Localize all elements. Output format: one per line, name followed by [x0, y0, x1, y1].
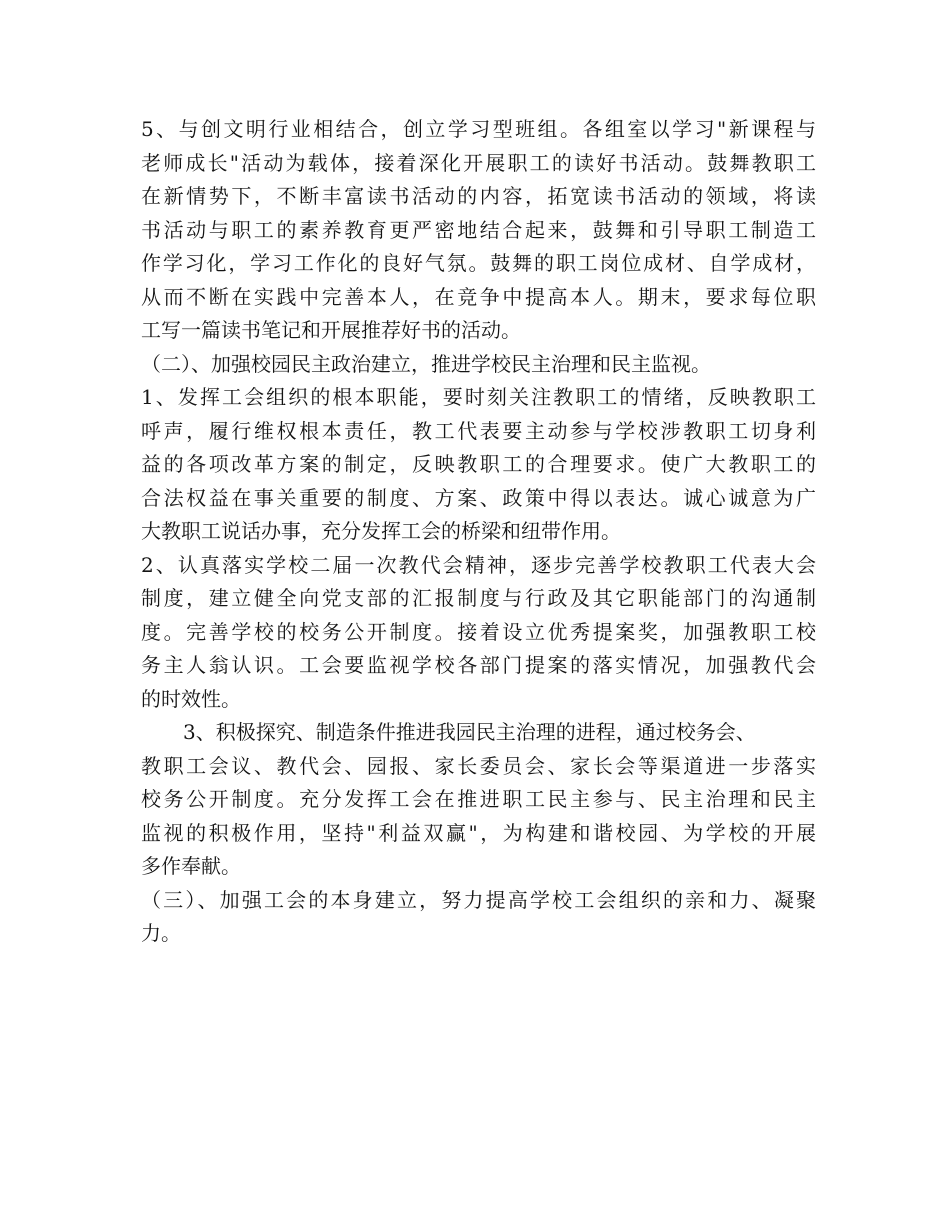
text-line: 5、与创文明行业相结合，创立学习型班组。各组室以学习"新课程与: [141, 117, 816, 141]
text-line: 监视的积极作用，坚持"利益双赢"，为构建和谐校园、为学校的开展: [141, 820, 816, 845]
text-line: 呼声，履行维权根本责任，教工代表要主动参与学校涉教职工切身利: [141, 418, 816, 443]
text-line: 从而不断在实践中完善本人，在竞争中提高本人。期末，要求每位职: [141, 284, 816, 309]
text-line: 作学习化，学习工作化的良好气氛。鼓舞的职工岗位成材、自学成材，: [141, 251, 816, 275]
text-line: 合法权益在事关重要的制度、方案、政策中得以表达。诚心诚意为广: [141, 485, 816, 510]
text-line: 度。完善学校的校务公开制度。接着设立优秀提案奖，加强教职工校: [141, 619, 816, 644]
text-line: 力。: [141, 921, 181, 945]
text-line: 1、发挥工会组织的根本职能，要时刻关注教职工的情绪，反映教职工: [141, 385, 816, 409]
document-body: [141, 113, 816, 951]
text-line: 制度，建立健全向党支部的汇报制度与行政及其它职能部门的沟通制: [141, 586, 816, 610]
section-heading: （三）、加强工会的本身建立，努力提高学校工会组织的亲和力、凝聚: [141, 887, 816, 912]
text-line: 益的各项改革方案的制定，反映教职工的合理要求。使广大教职工的: [141, 452, 816, 476]
text-line: 务主人翁认识。工会要监视学校各部门提案的落实情况，加强教代会: [141, 653, 816, 677]
text-line: 校务公开制度。充分发挥工会在推进职工民主参与、民主治理和民主: [141, 787, 816, 811]
text-line: 书活动与职工的素养教育更严密地结合起来，鼓舞和引导职工制造工: [141, 217, 816, 242]
text-line: 2、认真落实学校二届一次教代会精神，逐步完善学校教职工代表大会: [141, 552, 816, 577]
text-line: 工写一篇读书笔记和开展推荐好书的活动。: [141, 318, 521, 342]
text-line: 的时效性。: [141, 686, 241, 711]
section-heading: （二）、加强校园民主政治建立，推进学校民主治理和民主监视。: [141, 351, 711, 376]
text-line: 老师成长"活动为载体，接着深化开展职工的读好书活动。鼓舞教职工: [141, 150, 816, 175]
text-line: 教职工会议、教代会、园报、家长委员会、家长会等渠道进一步落实: [141, 753, 816, 778]
text-line: 在新情势下，不断丰富读书活动的内容，拓宽读书活动的领域，将读: [141, 184, 816, 208]
text-line: 大教职工说话办事，充分发挥工会的桥梁和纽带作用。: [141, 519, 621, 543]
text-line: 多作奉献。: [141, 854, 241, 878]
text-line: 3、积极探究、制造条件推进我园民主治理的进程，通过校务会、: [183, 720, 756, 744]
